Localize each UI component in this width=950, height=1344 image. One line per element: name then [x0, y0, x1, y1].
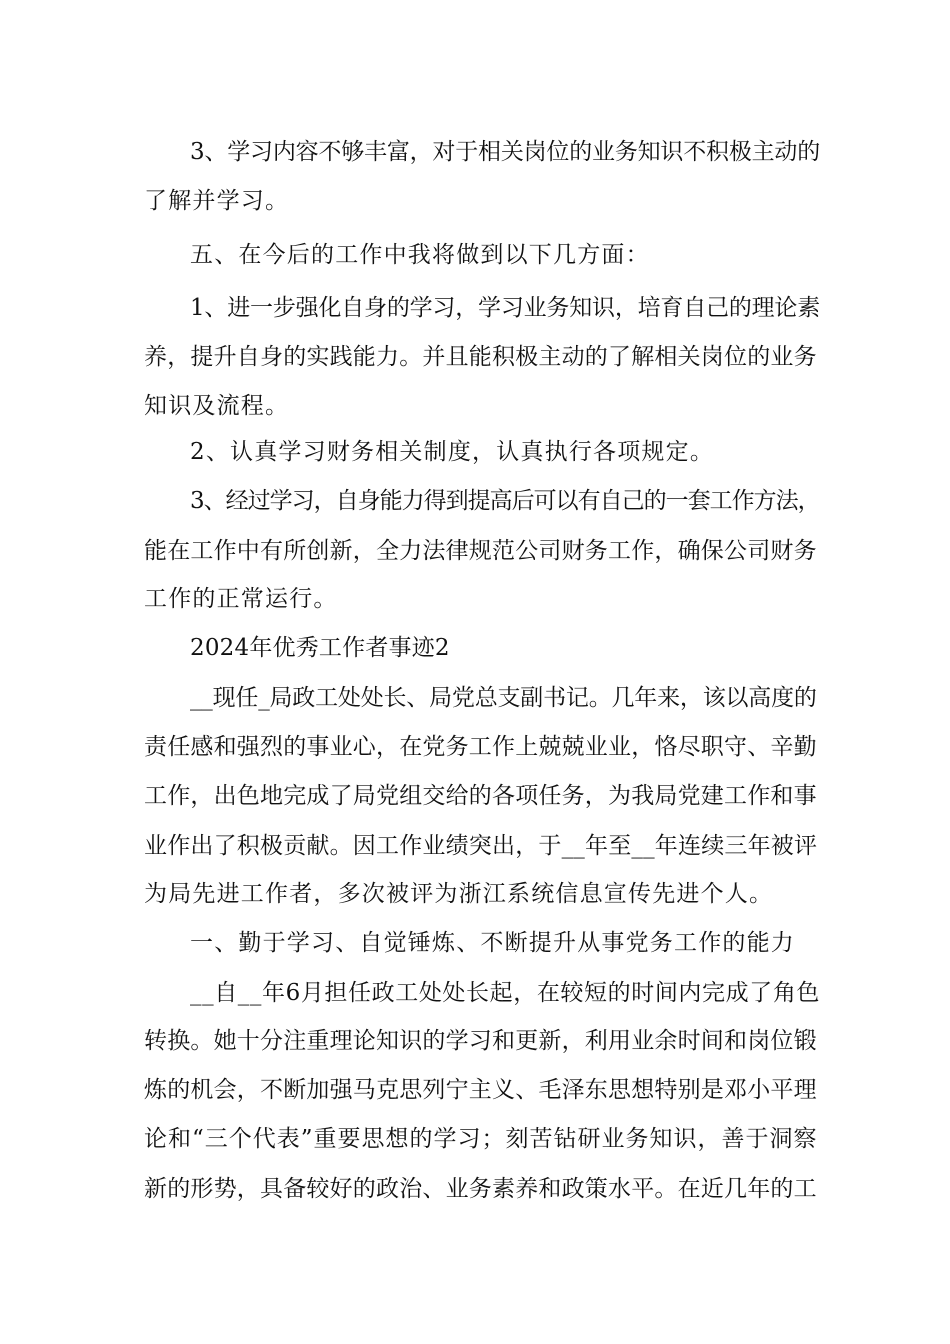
paragraph-line: 新的形势，具备较好的政治、业务素养和政策水平。在近几年的工: [144, 1176, 817, 1202]
paragraph-line: __现任_局政工处处长、局党总支副书记。几年来，该以高度的: [190, 685, 817, 711]
paragraph-line: 3、学习内容不够丰富，对于相关岗位的业务知识不积极主动的: [190, 139, 821, 165]
paragraph-line: __自__年6月担任政工处处长起，在较短的时间内完成了角色: [190, 980, 821, 1006]
paragraph-line: 为局先进工作者，多次被评为浙江系统信息宣传先进个人。: [144, 881, 774, 907]
paragraph-line: 炼的机会，不断加强马克思列宁主义、毛泽东思想特别是邓小平理: [144, 1077, 817, 1103]
paragraph-line: 业作出了积极贡献。因工作业绩突出，于__年至__年连续三年被评: [144, 833, 818, 859]
section-heading: 一、勤于学习、自觉锤炼、不断提升从事党务工作的能力: [190, 930, 795, 956]
paragraph-line: 2、认真学习财务相关制度，认真执行各项规定。: [190, 439, 715, 465]
paragraph-line: 能在工作中有所创新，全力法律规范公司财务工作，确保公司财务: [144, 538, 817, 564]
paragraph-line: 知识及流程。: [144, 393, 290, 419]
paragraph-line: 了解并学习。: [144, 188, 290, 214]
paragraph-line: 1、进一步强化自身的学习，学习业务知识，培育自己的理论素: [190, 295, 821, 321]
paragraph-line: 工作，出色地完成了局党组交给的各项任务，为我局党建工作和事: [144, 783, 817, 809]
paragraph-line: 工作的正常运行。: [144, 586, 338, 612]
paragraph-line: 3、经过学习，自身能力得到提高后可以有自己的一套工作方法，: [190, 488, 820, 514]
paragraph-line: 五、在今后的工作中我将做到以下几方面：: [190, 242, 650, 268]
paragraph-line: 责任感和强烈的事业心，在党务工作上兢兢业业，恪尽职守、辛勤: [144, 734, 817, 760]
section-title: 2024年优秀工作者事迹2: [190, 635, 450, 661]
paragraph-line: 论和“三个代表”重要思想的学习；刻苦钻研业务知识，善于洞察: [144, 1126, 818, 1152]
paragraph-line: 转换。她十分注重理论知识的学习和更新，利用业余时间和岗位锻: [144, 1028, 817, 1054]
paragraph-line: 养，提升自身的实践能力。并且能积极主动的了解相关岗位的业务: [144, 344, 817, 370]
